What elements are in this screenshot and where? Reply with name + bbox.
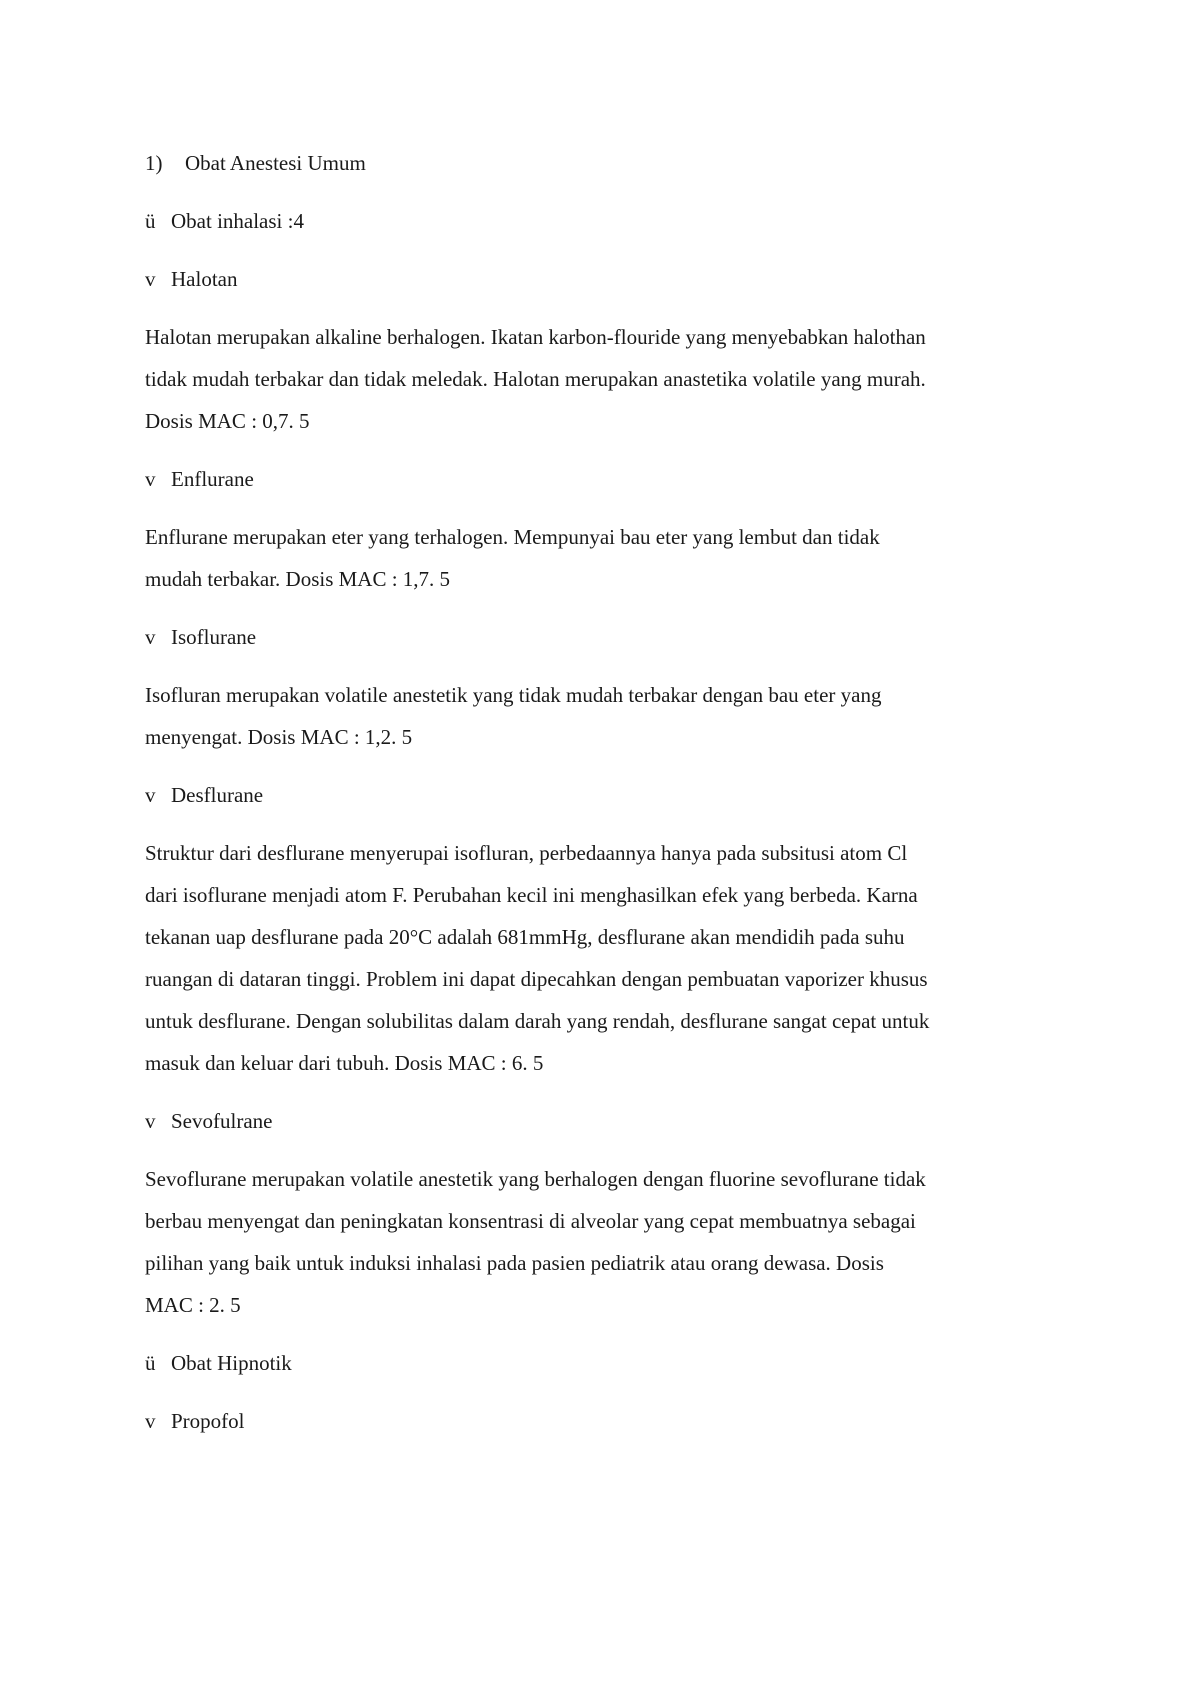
paragraph-line: Halotan merupakan alkaline berhalogen. Ikatan karbon-flouride yang menyebabkan halothan — [145, 325, 926, 349]
item-title: Desflurane — [171, 783, 264, 807]
paragraph-line: Isofluran merupakan volatile anestetik yang tidak mudah terbakar dengan bau eter yang — [145, 683, 882, 707]
paragraph-line: ruangan di dataran tinggi. Problem ini dapat dipecahkan dengan pembuatan vaporizer khusus — [145, 967, 928, 991]
paragraph-line: tekanan uap desflurane pada 20°C adalah 681mmHg, desflurane akan mendidih pada suhu — [145, 925, 905, 949]
bullet-marker: v — [145, 1109, 156, 1133]
bullet-marker: v — [145, 267, 156, 291]
item-sevoflurane-title — [145, 1100, 1065, 1142]
item-title: Isoflurane — [171, 625, 257, 649]
paragraph-line: Sevoflurane merupakan volatile anestetik yang berhalogen dengan fluorine sevoflurane tidak — [145, 1167, 926, 1191]
section-heading — [145, 142, 1065, 184]
item-title: Sevofulrane — [171, 1109, 273, 1133]
paragraph-line: masuk dan keluar dari tubuh. Dosis MAC : 6. 5 — [145, 1051, 544, 1075]
subsection-inhalasi — [145, 200, 1065, 242]
heading-text: Obat Anestesi Umum — [185, 151, 366, 175]
bullet-marker: v — [145, 783, 156, 807]
paragraph-line: Struktur dari desflurane menyerupai isofluran, perbedaannya hanya pada subsitusi atom Cl — [145, 841, 908, 865]
paragraph-sevoflurane — [145, 1158, 1065, 1326]
paragraph-halotan — [145, 316, 1065, 442]
bullet-marker: ü — [145, 1351, 156, 1375]
item-title: Enflurane — [171, 467, 254, 491]
item-halotan-title — [145, 258, 1065, 300]
paragraph-line: pilihan yang baik untuk induksi inhalasi pada pasien pediatrik atau orang dewasa. Dosis — [145, 1251, 884, 1275]
document-body — [145, 142, 1065, 1458]
bullet-marker: ü — [145, 209, 156, 233]
paragraph-enflurane — [145, 516, 1065, 600]
paragraph-line: MAC : 2. 5 — [145, 1293, 241, 1317]
paragraph-line: Dosis MAC : 0,7. 5 — [145, 409, 310, 433]
paragraph-line: untuk desflurane. Dengan solubilitas dalam darah yang rendah, desflurane sangat cepat untuk — [145, 1009, 930, 1033]
item-title: Halotan — [171, 267, 238, 291]
list-number: 1) — [145, 151, 163, 175]
item-desflurane-title — [145, 774, 1065, 816]
item-enflurane-title — [145, 458, 1065, 500]
subsection-hipnotik — [145, 1342, 1065, 1384]
item-propofol-title — [145, 1400, 1065, 1442]
paragraph-line: berbau menyengat dan peningkatan konsentrasi di alveolar yang cepat membuatnya sebagai — [145, 1209, 916, 1233]
bullet-marker: v — [145, 1409, 156, 1433]
paragraph-line: mudah terbakar. Dosis MAC : 1,7. 5 — [145, 567, 451, 591]
bullet-marker: v — [145, 467, 156, 491]
subsection-text: Obat inhalasi :4 — [171, 209, 304, 233]
paragraph-desflurane — [145, 832, 1065, 1084]
paragraph-isoflurane — [145, 674, 1065, 758]
paragraph-line: menyengat. Dosis MAC : 1,2. 5 — [145, 725, 413, 749]
paragraph-line: dari isoflurane menjadi atom F. Perubahan kecil ini menghasilkan efek yang berbeda. Karna — [145, 883, 918, 907]
paragraph-line: tidak mudah terbakar dan tidak meledak. Halotan merupakan anastetika volatile yang murah. — [145, 367, 926, 391]
item-title: Propofol — [171, 1409, 245, 1433]
subsection-text: Obat Hipnotik — [171, 1351, 292, 1375]
bullet-marker: v — [145, 625, 156, 649]
paragraph-line: Enflurane merupakan eter yang terhalogen. Mempunyai bau eter yang lembut dan tidak — [145, 525, 880, 549]
item-isoflurane-title — [145, 616, 1065, 658]
